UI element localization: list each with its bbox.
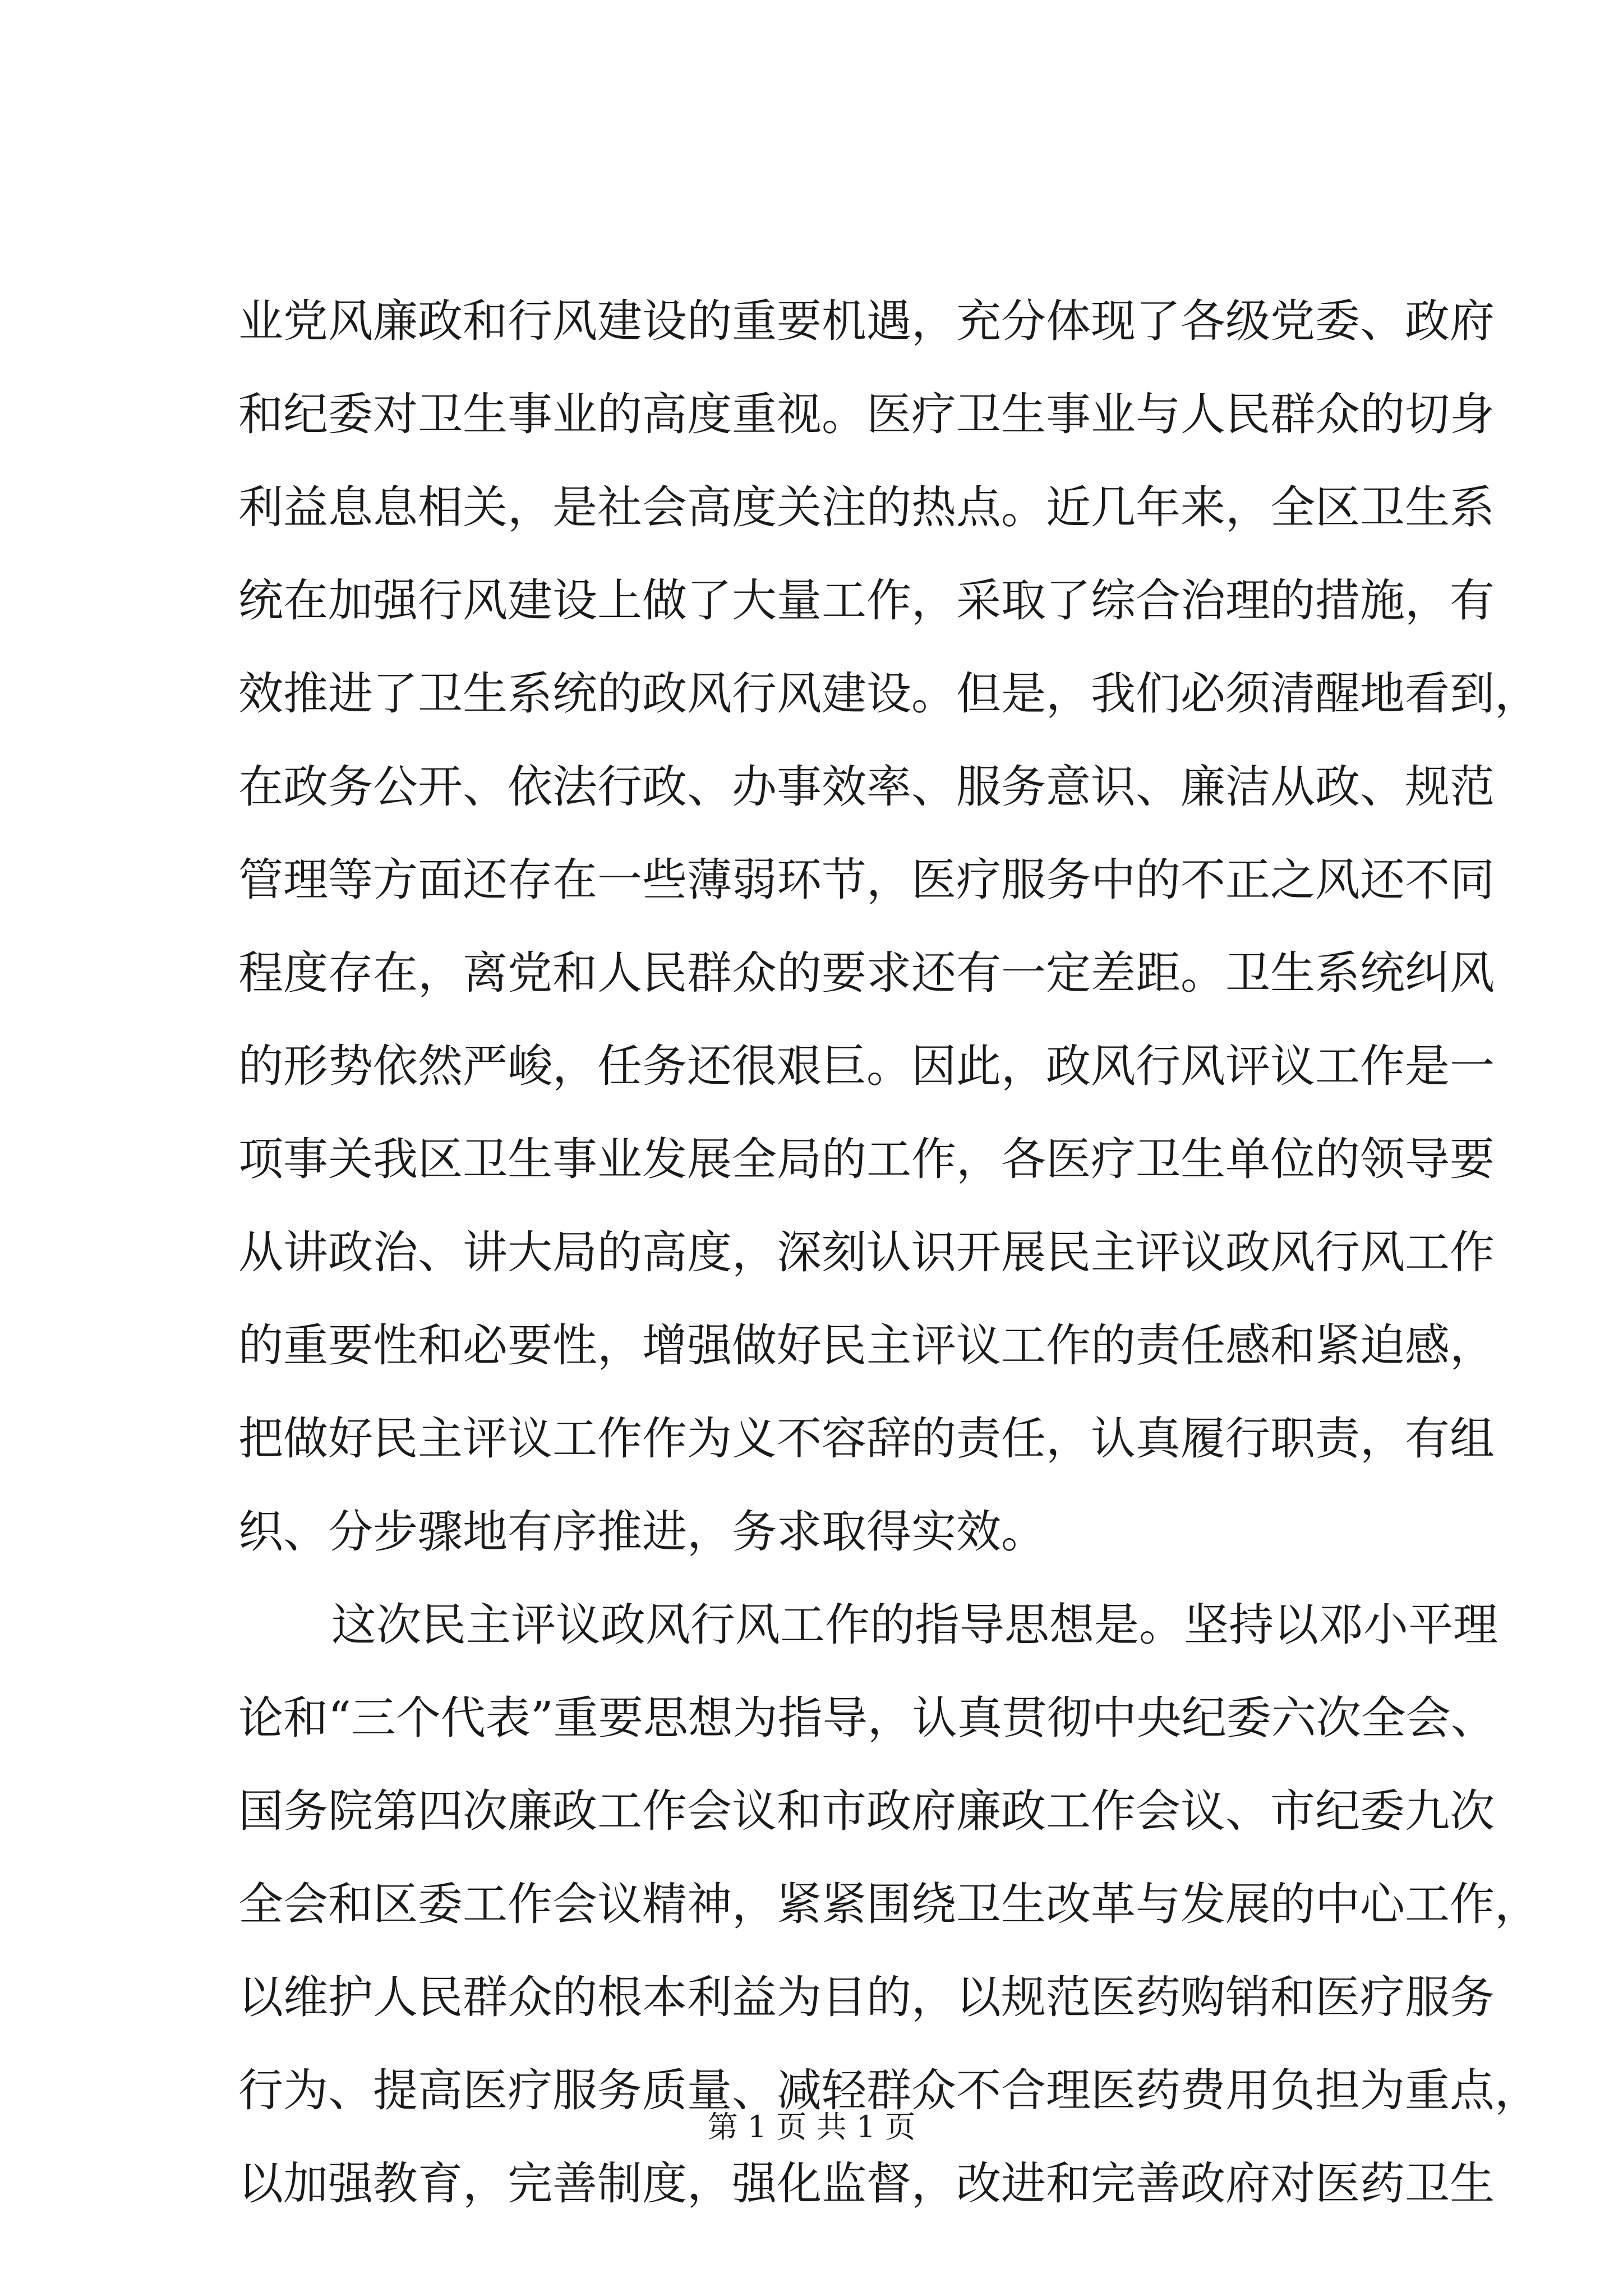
text-line: 以加强教育，完善制度，强化监督，改进和完善政府对医药卫生 bbox=[238, 2157, 1495, 2210]
text-line: 业党风廉政和行风建设的重要机遇，充分体现了各级党委、政府 bbox=[238, 295, 1495, 347]
text-line: 全会和区委工作会议精神，紧紧围绕卫生改革与发展的中心工作， bbox=[238, 1878, 1539, 1930]
text-line-paragraph-start: 这次民主评议政风行风工作的指导思想是。坚持以邓小平理 bbox=[331, 1599, 1498, 1651]
text-line: 的形势依然严峻，任务还很艰巨。因此，政风行风评议工作是一 bbox=[238, 1040, 1495, 1092]
text-line: 利益息息相关，是社会高度关注的热点。近几年来，全区卫生系 bbox=[238, 481, 1495, 533]
document-body bbox=[238, 275, 1539, 2230]
text-line: 项事关我区卫生事业发展全局的工作，各医疗卫生单位的领导要 bbox=[238, 1133, 1495, 1185]
text-line: 和纪委对卫生事业的高度重视。医疗卫生事业与人民群众的切身 bbox=[238, 388, 1495, 440]
text-line: 以维护人民群众的根本利益为目的，以规范医药购销和医疗服务 bbox=[238, 1971, 1495, 2023]
text-line: 管理等方面还存在一些薄弱环节，医疗服务中的不正之风还不同 bbox=[238, 854, 1495, 906]
page-footer: 第 1 页 共 1 页 bbox=[707, 2109, 916, 2145]
text-line: 从讲政治、讲大局的高度，深刻认识开展民主评议政风行风工作 bbox=[238, 1226, 1495, 1278]
text-line: 在政务公开、依法行政、办事效率、服务意识、廉洁从政、规范 bbox=[238, 761, 1495, 813]
text-line: 织、分步骤地有序推进，务求取得实效。 bbox=[238, 1506, 1046, 1558]
text-line: 论和“三个代表”重要思想为指导，认真贯彻中央纪委六次全会、 bbox=[238, 1692, 1496, 1744]
text-line: 效推进了卫生系统的政风行风建设。但是，我们必须清醒地看到， bbox=[238, 668, 1539, 720]
text-line: 统在加强行风建设上做了大量工作，采取了综合治理的措施，有 bbox=[238, 574, 1495, 627]
text-line: 国务院第四次廉政工作会议和市政府廉政工作会议、市纪委九次 bbox=[238, 1785, 1495, 1837]
text-line: 的重要性和必要性，增强做好民主评议工作的责任感和紧迫感， bbox=[238, 1319, 1495, 1372]
text-line: 程度存在，离党和人民群众的要求还有一定差距。卫生系统纠风 bbox=[238, 947, 1495, 999]
text-line: 把做好民主评议工作作为义不容辞的责任，认真履行职责，有组 bbox=[238, 1412, 1495, 1465]
text-line: 行为、提高医疗服务质量、减轻群众不合理医药费用负担为重点， bbox=[238, 2064, 1539, 2116]
